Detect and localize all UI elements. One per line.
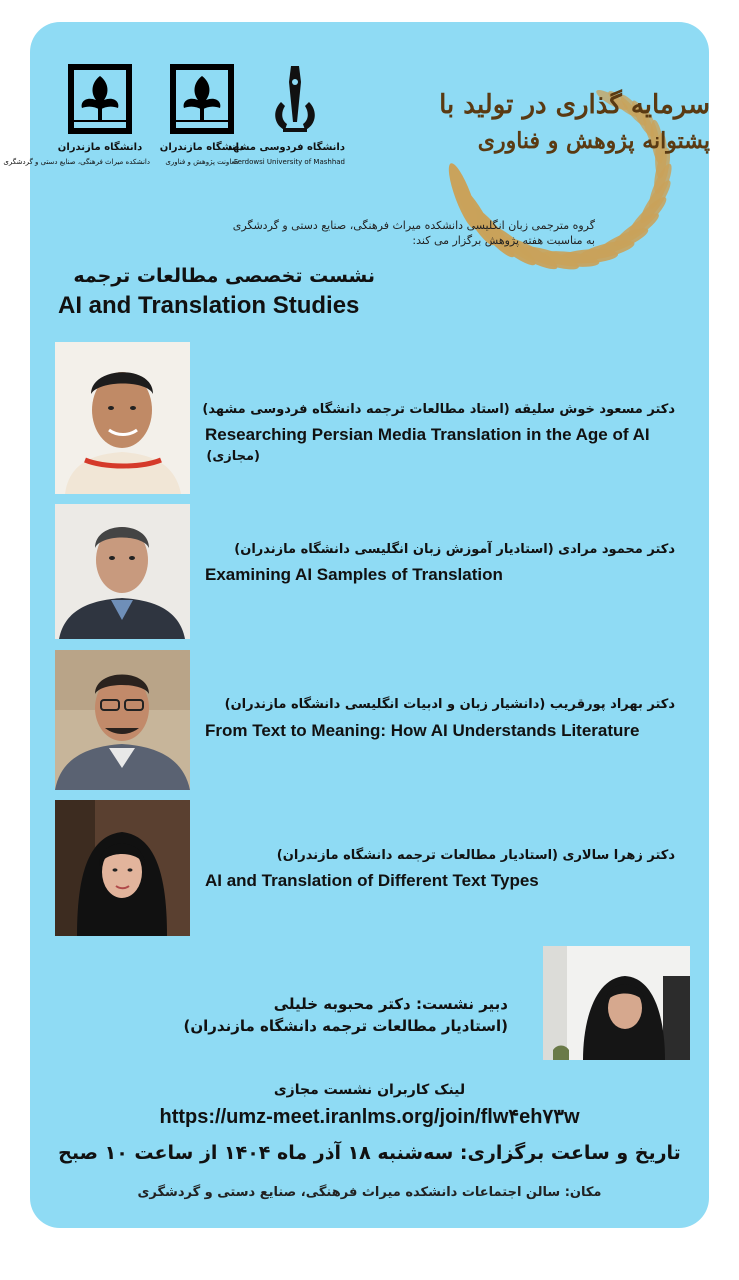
portrait-man-1 [55,342,190,494]
event-datetime: تاریخ و ساعت برگزاری: سه‌شنبه ۱۸ آذر ماه ۱۴۰۴ از ساعت ۱۰ صبح [58,1142,681,1164]
portrait-man-2 [55,504,190,639]
speaker-2-talk: Examining AI Samples of Translation [205,565,503,584]
intro-line-2: به مناسبت هفته پژوهش برگزار می کند: [412,234,595,247]
online-link-url[interactable]: https://umz-meet.iranlms.org/join/flw۴eh۷۳w [159,1106,580,1128]
slogan-line-2: پشتوانه پژوهش و فناوری [477,128,710,154]
speaker-1-note: (مجازی) [206,449,260,464]
intro-text [30,218,595,248]
speaker-3-name: دکتر بهراد پورقریب (دانشیار زبان و ادبیات انگلیسی دانشگاه مازندران) [224,697,675,712]
speaker-photo [55,342,190,494]
online-link-label: لینک کاربران نشست مجازی [273,1082,466,1098]
speaker-2-name: دکتر محمود مرادی (استادیار آموزش زبان انگلیسی دانشگاه مازندران) [234,542,675,557]
logo-caption: دانشگاه مازندران [159,142,245,153]
moderator-photo [543,946,690,1060]
pen-nib-icon [261,62,329,136]
logo-caption: دانشگاه مازندران [57,142,143,153]
moderator-name: دبیر نشست: دکتر محبوبه خلیلی [273,995,508,1013]
logo-caption: دانشگاه فردوسی مشهد [227,142,345,153]
tree-book-icon [168,62,236,136]
logo-ferdowsi [227,62,345,192]
portrait-man-3 [55,650,190,790]
portrait-woman-2 [543,946,690,1060]
speaker-photo [55,650,190,790]
intro-line-1: گروه مترجمی زبان انگلیسی دانشکده میراث فرهنگی، صنایع دستی و گردشگری [232,219,595,232]
moderator-affiliation: (استادیار مطالعات ترجمه دانشگاه مازندران) [183,1017,508,1035]
slogan [439,62,710,154]
logo-mazandaran-heritage [3,62,150,192]
tree-book-icon [66,62,134,136]
logo-subcaption: دانشکده میراث فرهنگی، صنایع دستی و گردشگری [3,158,150,166]
speaker-photo [55,800,190,936]
logo-subcaption: معاونت پژوهش و فناوری [165,158,239,166]
slogan-line-1: سرمایه گذاری در تولید با [439,90,710,120]
poster-card [3,22,710,1228]
event-venue: مکان: سالن اجتماعات دانشکده میراث فرهنگی، صنایع دستی و گردشگری [137,1185,602,1200]
speaker-4-name: دکتر زهرا سالاری (استادیار مطالعات ترجمه دانشگاه مازندران) [276,848,675,863]
speaker-3-talk: From Text to Meaning: How AI Understands Literature [205,721,640,740]
speaker-4-talk: AI and Translation of Different Text Types [205,871,539,890]
event-title-fa: نشست تخصصی مطالعات ترجمه [73,265,375,287]
speaker-photo [55,504,190,639]
logo-mazandaran-research [152,62,252,192]
portrait-woman-1 [55,800,190,936]
event-title-en: AI and Translation Studies [58,292,360,319]
speaker-1-talk: Researching Persian Media Translation in the Age of AI [205,425,650,444]
logo-subcaption: Ferdowsi University of Mashhad [233,158,345,166]
speaker-1-name: دکتر مسعود خوش سلیقه (استاد مطالعات ترجمه دانشگاه فردوسی مشهد) [202,402,675,417]
